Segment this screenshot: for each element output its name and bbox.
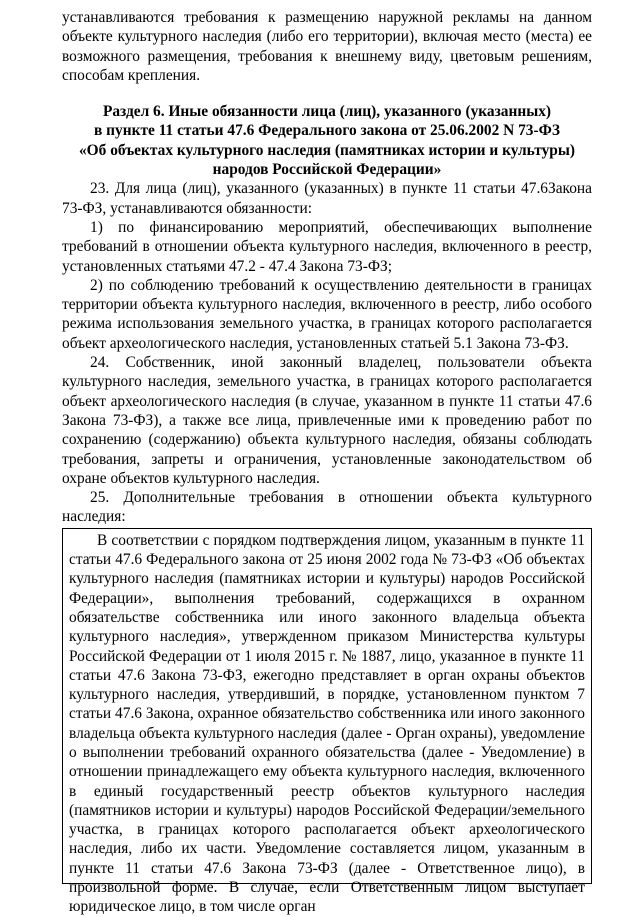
paragraph-23: 23. Для лица (лиц), указанного (указанных) в пункте 11 статьи 47.6Закона 73-ФЗ, устанавливаются обязанности: (62, 180, 592, 217)
section-title-line: в пункте 11 статьи 47.6 Федерального закона от 25.06.2002 N 73-ФЗ (94, 122, 560, 140)
additional-requirements-box (62, 528, 592, 916)
section-6-title (62, 102, 592, 179)
additional-requirements-text: В соответствии с порядком подтверждения лицом, указанным в пункте 11 статьи 47.6 Федерального закона от 25 июня 2002 года № 73-ФЗ «Об объектах культурного наследия (памятниках истории и культуры) народов Российской Федерации», выполнения требований, содержащихся в охранном обязательстве собственника или иного законного владельца объекта культурного наследия», утвержденном приказом Министерства культуры Российской Федерации от 1 июля 2015 г. № 1887, лицо, указанное в пункте 11 статьи 47.6 Закона 73-ФЗ, ежегодно представляет в орган охраны объектов культурного наследия, утвердивший, в порядке, установленном пунктом 7 статьи 47.6 Закона, охранное обязательство собственника или иного законного владельца объекта культурного наследия (далее - Орган охраны), уведомление о выполнении требований охранного обязательства (далее - Уведомление) в отношении принадлежащего ему объекта культурного наследия, включенного в единый государственный реестр объектов культурного наследия (памятников истории и культуры) народов Российской Федерации/земельного участка, в границах которого располагается объект археологического наследия, либо их части. Уведомление составляется лицом, указанным в пункте 11 статьи 47.6 Закона 73-ФЗ (далее - Ответственное лицо), в произвольной форме. В случае, если Ответственным лицом выступает юридическое лицо, в том числе орган (69, 531, 585, 916)
section-title-line: народов Российской Федерации» (212, 161, 442, 179)
paragraph-23-item-1: 1) по финансированию мероприятий, обеспечивающих выполнение требований в отношении объекта культурного наследия, включенного в реестр, установленных статьями 47.2 - 47.4 Закона 73-ФЗ; (62, 218, 592, 275)
section-title-line: Раздел 6. Иные обязанности лица (лиц), указанного (указанных) (102, 103, 552, 121)
paragraph-25: 25. Дополнительные требования в отношении объекта культурного наследия: (62, 489, 592, 526)
paragraph-23-item-2: 2) по соблюдению требований к осуществлению деятельности в границах территории объекта культурного наследия, включенного в реестр, либо особого режима использования земельного участка, в границах которого располагается объект археологического наследия, установленных статьей 5.1 Закона 73-ФЗ. (62, 276, 592, 352)
paragraph-24: 24. Собственник, иной законный владелец, пользователи объекта культурного наследия, земельного участка, в границах которого располагается объект археологического наследия (в случае, указанном в пункте 11 статьи 47.6 Закона 73-ФЗ), а также все лица, привлеченные ими к проведению работ по сохранению (содержанию) объекта культурного наследия, обязаны соблюдать требования, запреты и ограничения, установленные законодательством об охране объектов культурного наследия. (62, 354, 592, 487)
section-title-line: «Об объектах культурного наследия (памятниках истории и культуры) (78, 141, 575, 159)
intro-paragraph: устанавливаются требования к размещению наружной рекламы на данном объекте культурного наследия (либо его территории), включая место (места) ее возможного размещения, требования к внешнему виду, цветовым решениям, способам крепления. (62, 9, 592, 84)
